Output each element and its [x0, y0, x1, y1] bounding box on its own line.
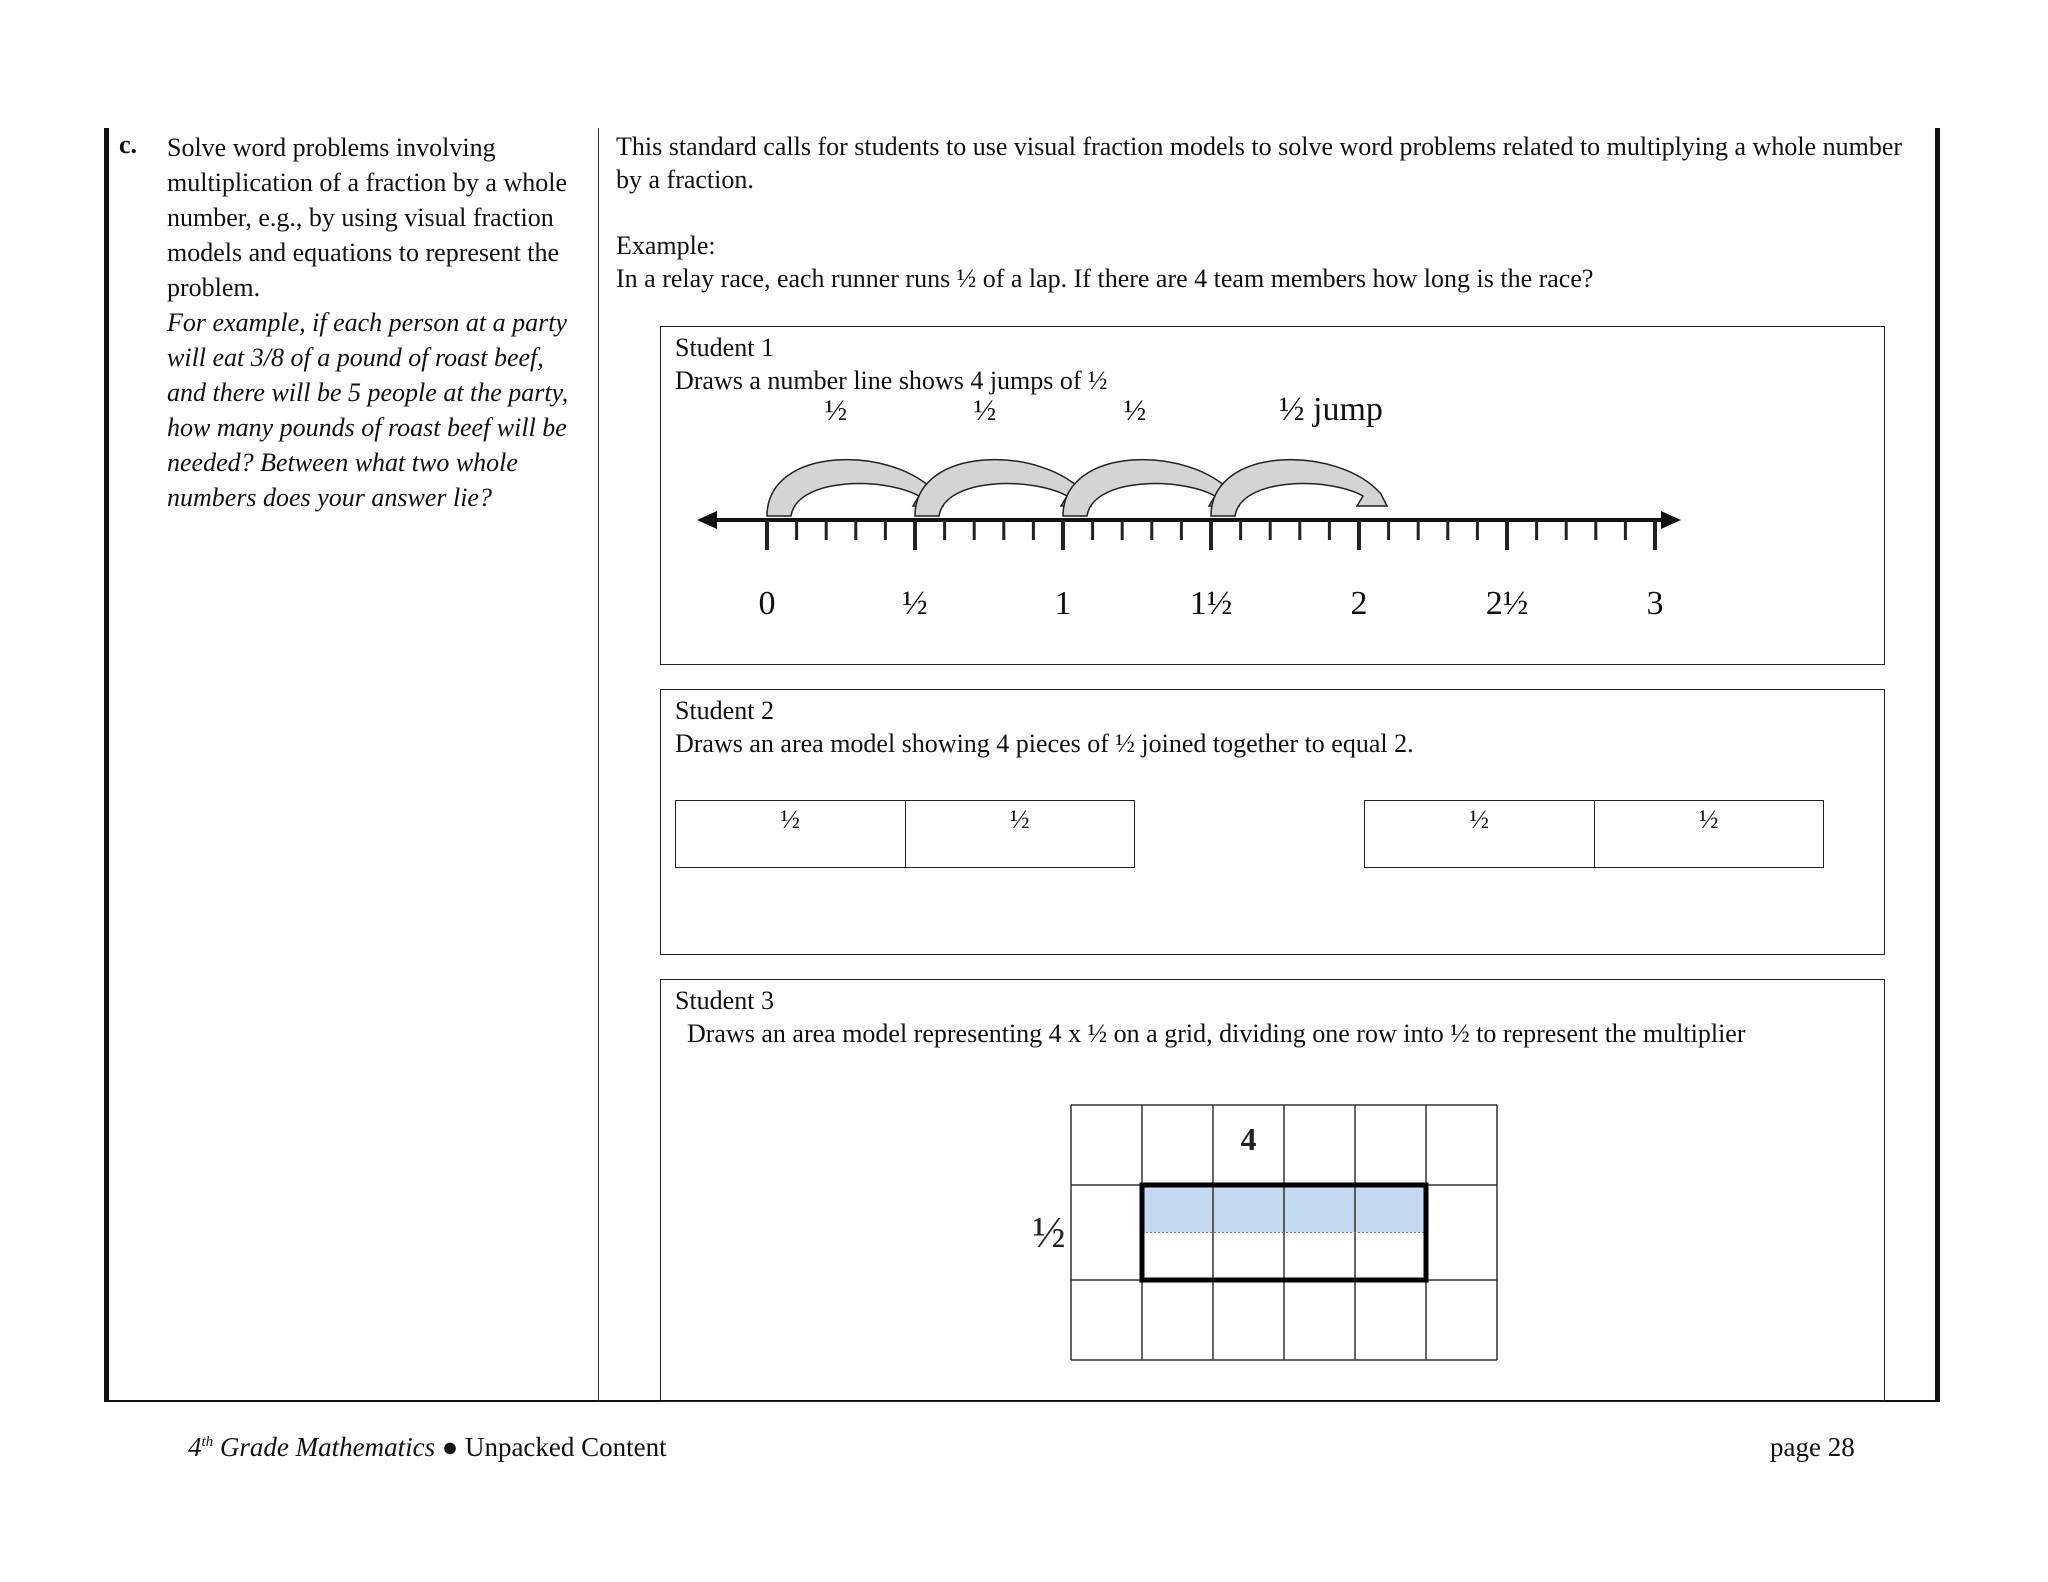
row-label: ½ — [1032, 1208, 1066, 1257]
student3-title: Student 3 — [675, 986, 774, 1015]
tick-label: 2 — [1350, 585, 1368, 622]
jump-label: ½ jump — [1279, 391, 1383, 428]
tick-label: 1 — [1054, 585, 1072, 622]
area-piece: ½ — [676, 801, 906, 867]
tick-label: 2½ — [1485, 585, 1529, 622]
area-piece: ½ — [1010, 805, 1030, 834]
footer-grade-suffix: th — [201, 1434, 214, 1450]
standard-text: Solve word problems involving multiplication of a fraction by a whole number, e.g., by using visual fraction models and equations to represent the problem. — [167, 133, 567, 302]
student1-title: Student 1 — [675, 333, 774, 362]
footer-separator: ● — [435, 1432, 465, 1462]
left-arrow-icon — [697, 511, 717, 529]
student1-box — [660, 326, 1885, 665]
student3-description: Draws an area model representing 4 x ½ on a grid, dividing one row into ½ to represent the multiplier — [687, 1019, 1746, 1048]
tick-label: 3 — [1646, 585, 1664, 622]
right-arrow-icon — [1661, 511, 1681, 529]
standard-cell — [167, 130, 587, 515]
frame-right-border — [1935, 128, 1940, 1402]
number-line-diagram — [661, 327, 1883, 663]
area-piece: ½ — [1699, 805, 1719, 834]
jump-label: ½ — [1123, 394, 1147, 427]
grid-area-model — [661, 980, 1883, 1400]
student3-box — [660, 979, 1885, 1402]
column-divider — [598, 128, 599, 1401]
jump-label: ½ — [973, 394, 997, 427]
jump-arc-arrow — [1211, 460, 1387, 516]
frame-left-border — [104, 128, 109, 1402]
student2-description: Draws an area model showing 4 pieces of ½ joined together to equal 2. — [675, 729, 1414, 758]
standard-letter: c. — [119, 130, 138, 159]
student2-box — [660, 689, 1885, 955]
area-model-group-2 — [1364, 800, 1824, 868]
tick-label: 0 — [758, 585, 776, 622]
tick-label: 1½ — [1189, 585, 1233, 622]
footer-grade: 4 — [188, 1432, 202, 1462]
student1-description: Draws a number line shows 4 jumps of ½ — [675, 366, 1108, 395]
footer-title-rest: Grade Mathematics — [213, 1432, 436, 1462]
student2-title: Student 2 — [675, 696, 774, 725]
example-problem: In a relay race, each runner runs ½ of a lap. If there are 4 team members how long is the race? — [616, 264, 1594, 293]
explanation-cell — [616, 130, 1916, 295]
standard-example: For example, if each person at a party will eat 3/8 of a pound of roast beef, and there will be 5 people at the party, how many pounds of roast beef will be needed? Between what two whole numbers does your answer lie? — [167, 308, 569, 512]
area-model-group-1 — [675, 800, 1135, 868]
footer-page-number: page 28 — [1770, 1432, 1855, 1462]
jump-label: ½ — [824, 394, 848, 427]
footer-title — [188, 1432, 667, 1463]
footer-subtitle: Unpacked Content — [464, 1432, 667, 1462]
area-piece: ½ — [1365, 801, 1595, 867]
column-label: 4 — [1240, 1121, 1257, 1157]
explanation-intro: This standard calls for students to use visual fraction models to solve word problems related to multiplying a whole number by a fraction. — [616, 132, 1903, 194]
example-label: Example: — [616, 231, 716, 260]
tick-label: ½ — [902, 585, 928, 622]
